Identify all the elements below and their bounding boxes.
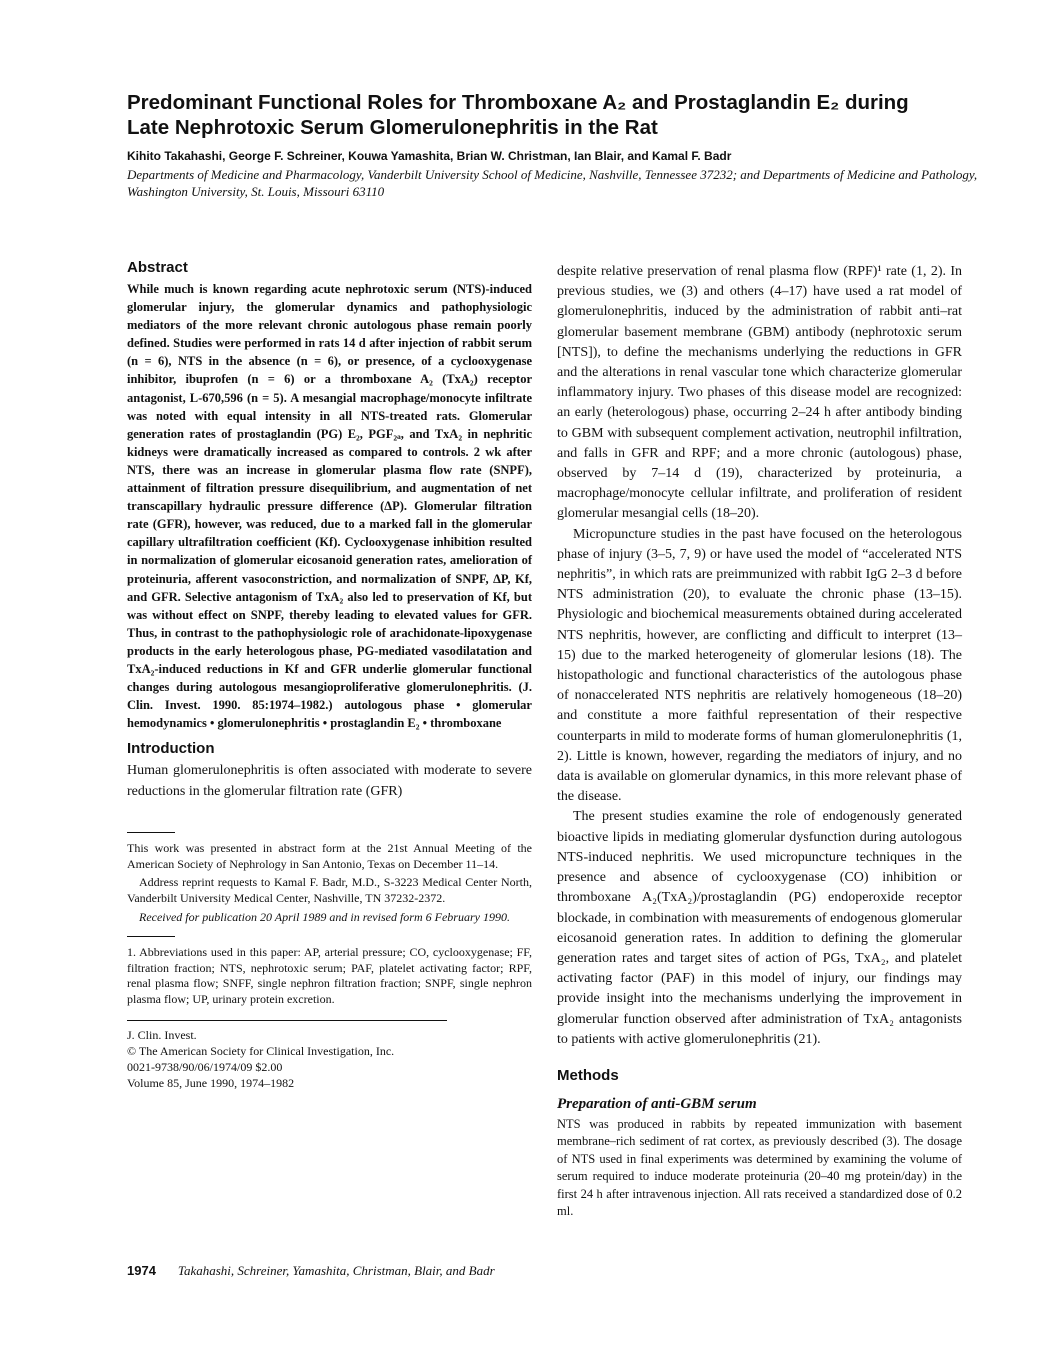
running-head: Takahashi, Schreiner, Yamashita, Christman, Blair, and Badr (177, 1263, 495, 1278)
methods-heading: Methods (557, 1066, 619, 1084)
footnote-presentation: This work was presented in abstract form at the 21st Annual Meeting of the American Society of Nephrology in San Antonio, Texas on December 11–14. (127, 840, 532, 871)
keywords: autologous phase • glomerular hemodynamics • glomerulonephritis • prostaglandin E₂ • thromboxane (127, 698, 532, 731)
introduction-right-paragraph-1: despite relative preservation of renal plasma flow (RPF)¹ rate (1, 2). In previous studies, we (3) and others (4–17) have used a rat model of glomerulonephritis, induced by the administration of rabbit anti–rat glomerular basement membrane (GBM) antibody (nephrotoxic serum [NTS]), to define the mechanisms underlying the reductions in GFR and the alterations in renal vascular tone which characterize glomerular inflammatory injury. Two phases of this disease model are recognized: an early (heterologous) phase, occurring 2–24 h after antibody binding to GBM with subsequent complement activation, neutrophil infiltration, and falls in GFR and RPF; and a more chronic (autologous) phase, observed by 7–14 d (19), characterized by proteinuria, a macrophage/monocyte cellular infiltrate, and proliferation of resident glomerular mesangial cells (18–20). (557, 264, 962, 522)
footnote-received: Received for publication 20 April 1989 and in revised form 6 February 1990. (139, 909, 510, 924)
introduction-heading: Introduction (127, 740, 215, 758)
abstract-heading: Abstract (127, 259, 188, 276)
methods-text: NTS was produced in rabbits by repeated immunization with basement membrane–rich sediment of rat cortex, as previously described (3). The dosage of NTS used in final experiments was determined by examining the volume of serum required to induce moderate proteinuria (20–40 mg protein/day) in the first 24 h after intravenous injection. All rats received a standardized dose of 0.2 ml. (557, 1116, 962, 1218)
footnote-abbreviations: 1. Abbreviations used in this paper: AP, arterial pressure; CO, cyclooxygenase; FF, filtration fraction; NTS, nephrotoxic serum; PAF, platelet activating factor; RPF, renal plasma flow; SNFF, single nephron filtration fraction; SNPF, single nephron plasma flow; UP, urinary protein excretion. (127, 944, 532, 1007)
article-title: Predominant Functional Roles for Thromboxane A₂ and Prostaglandin E₂ during Late Nephrotoxic Serum Glomerulonephritis in the Rat (127, 91, 909, 139)
copyright-line: © The American Society for Clinical Investigation, Inc. (127, 1043, 395, 1058)
article-code: 0021-9738/90/06/1974/09 $2.00 (127, 1059, 283, 1074)
introduction-right-paragraph-2: Micropuncture studies in the past have focused on the heterologous phase of injury (3–5, 7, 9) or have used the model of “accelerated NTS nephritis”, in which rats are preimmunized with rabbit IgG 2–3 d before NTS administration (20), to evaluate the chronic phase (13–15). Physiologic and biochemical measurements obtained during accelerated NTS nephritis, however, are conflicting and difficult to interpret (13–15) due to the marked heterogeneity of glomerular lesions (18). The histopathologic and functional characteristics of the autologous phase of nonaccelerated NTS nephritis are relatively homogeneous (18–20) and constitute a more faithful representation of their respective counterparts in mild to moderate forms of human glomerulonephritis (1, 2). Little is known, however, regarding the mediators of injury, and no data is available on glomerular dynamics, in this more relevant phase of the disease. (557, 526, 962, 805)
volume-line: Volume 85, June 1990, 1974–1982 (127, 1075, 295, 1090)
footnote-rule-2 (127, 936, 175, 937)
page-number: 1974 (127, 1263, 156, 1278)
introduction-left-text: Human glomerulonephritis is often associated with moderate to severe reductions in the glomerular filtration rate (GFR) (127, 763, 532, 799)
affiliation: Departments of Medicine and Pharmacology, Vanderbilt University School of Medicine, Nashville, Tennessee 37232; and Departments of Medicine and Pathology, Washington University, St. Louis, Missouri 63110 (127, 167, 978, 199)
footnote-reprint: Address reprint requests to Kamal F. Badr, M.D., S-3223 Medical Center North, Vanderbilt University Medical Center, Nashville, TN 37232-2372. (127, 875, 532, 906)
publication-rule (127, 1020, 447, 1021)
page-footer (127, 1262, 727, 1280)
abstract-text (127, 280, 532, 732)
footnote-rule (127, 832, 175, 833)
journal-name: J. Clin. Invest. (127, 1027, 197, 1042)
right-column (557, 262, 962, 1220)
methods-subheading: Preparation of anti-GBM serum (557, 1095, 757, 1112)
author-list: Kihito Takahashi, George F. Schreiner, Kouwa Yamashita, Brian W. Christman, Ian Blair, and Kamal F. Badr (127, 149, 732, 163)
introduction-right-paragraph-3: The present studies examine the role of endogenously generated bioactive lipids in mediating glomerular dysfunction during autologous NTS-induced nephritis. We used micropuncture techniques in the presence and absence of cyclooxygenase (CO) inhibition or thromboxane A₂(TxA₂)/prostaglandin (PG) endoperoxide receptor blockade, in combination with measurements of endogenous glomerular eicosanoid generation rates. In addition to defining the glomerular generation rates and target sites of action of PGs, TxA₂, and platelet activating factor (PAF) in this model of injury, our findings may provide insight into the mechanisms underlying the improvement in glomerular function observed after administration of TxA₂ antagonists to patients with active glomerulonephritis (21). (557, 809, 962, 1047)
left-column (127, 258, 532, 1091)
abstract-body: While much is known regarding acute nephrotoxic serum (NTS)-induced glomerular injury, the glomerular dynamics and pathophysiologic mediators of the more relevant chronic autologous phase remain poorly defined. Studies were performed in rats 14 d after injection of rabbit serum (n = 6), NTS in the absence (n = 6), or presence, of a cyclooxygenase inhibitor, ibuprofen (n = 6) or a thromboxane A₂ (TxA₂) receptor antagonist, L-670,596 (n = 5). A mesangial macrophage/monocyte infiltrate was noted with equal intensity in all NTS-treated rats. Glomerular generation rates of prostaglandin (PG) E₂, PGF₂ₐ, and TxA₂ in nephritic kidneys were dramatically increased as compared to controls. 2 wk after NTS, there was an increase in glomerular plasma flow rate (SNPF), attainment of filtration pressure disequilibrium, and augmentation of net transcapillary hydraulic pressure difference (ΔP). Glomerular filtration rate (GFR), however, was reduced, due to a marked fall in the glomerular capillary ultrafiltration coefficient (Kf). Cyclooxygenase inhibition resulted in normalization of glomerular eicosanoid generation rates, amelioration of proteinuria, afferent vasoconstriction, and normalization of SNPF, ΔP, Kf, and GFR. Selective antagonism of TxA₂ also led to preservation of Kf, but was without effect on SNPF, thereby leading to elevated values for GFR. Thus, in contrast to the pathophysiologic role of arachidonate-lipoxygenase products in the early heterologous phase, PG-mediated vasodilatation and TxA₂-induced reductions in Kf and GFR underlie glomerular functional changes during autologous mesangioproliferative glomerulonephritis. (J. Clin. Invest. 1990. 85:1974–1982.) (127, 282, 532, 713)
